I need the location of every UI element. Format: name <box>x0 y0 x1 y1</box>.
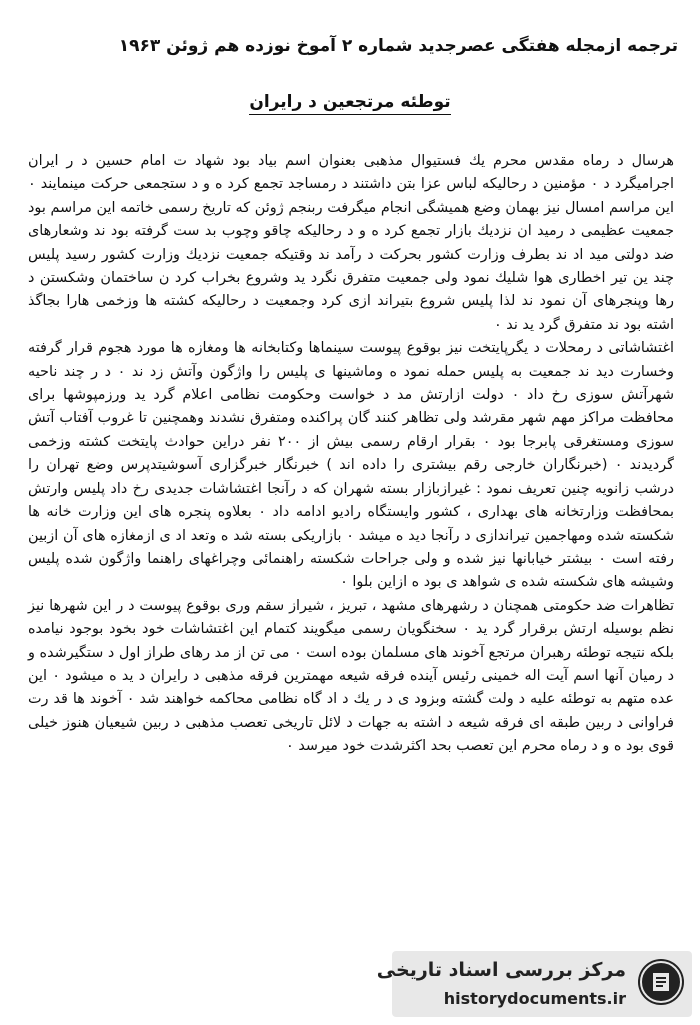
logo-url: historydocuments.ir <box>443 989 626 1008</box>
body-paragraph: اغتشاشاتی د رمحلات د یگرپایتخت نیز بوقوع پیوست سینماها وکتابخانه ها ومغازه ها مورد هجوم قرار گرفته وخسارت دید ند جمعیت به پلیس حمله نمود ه وماشینها ی پلیس را واژگون وآتش زد ند ۰ د ر چند ناحیه شهرآتش سوزی رخ داد ۰ دولت ازارتش مد د خواست وحکومت نظامی اعلام گرد ید ورزمپوشها برای محافظت مراکز مهم شهر مقرشد ولی تظاهر کنند گان پراکنده ومتفرق نشدند وهمچنین تا غروب آفتاب آتش سوزی ومستغرقی پابرجا بود ۰ بقرار ارقام رسمی بیش از ۲۰۰ نفر دراین حوادث پایتخت کشته وزخمی گردیدند ۰ (خبرنگاران خارجی رقم بیشتری را داده اند ) خبرنگار خبرگزاری آسوشیتدپرس وضع تهران را درشب زانویه چنین تعریف نمود : غیرازبازار بسته شهران که د رآنجا اغتشاشات جدیدی رخ داد پلیس وارتش بمحافظت وزارتخانه های بهداری ، کشور وایستگاه رادیو ادامه داد ۰ بعلاوه پنجره های این وزارت خانه ها شکسته شده ومهاجمین تیراندازی د رآنجا دید ه میشد ۰ بازاریکی بسته شد ه وتعد اد ی ازمغازه های آن ازبین رفته است ۰ بیشتر خیابانها نیز شده و ولی جراحات شکسته راهنمائی وچراغهای راهنما واژگون شده پلیس وشیشه های شکسته شده ی شواهد ی بود ه ازاین بلوا ۰ <box>28 340 675 591</box>
logo-title: مرکز بررسی اسناد تاریخی <box>376 959 626 981</box>
document-title-text: توطئه مرتجعین د رایران <box>249 92 450 115</box>
document-header: ترجمه ازمجله هفتگی عصرجدید شماره ۲ آموخ نوزده هم ژوئن ۱۹۶۳ <box>118 36 678 56</box>
watermark-logo <box>376 951 692 1017</box>
document-body <box>28 150 674 759</box>
archive-emblem-icon <box>638 959 684 1005</box>
body-paragraph: تظاهرات ضد حکومتی همچنان د رشهرهای مشهد ، تبریز ، شیراز سقم وری بوقوع پیوست د ر این شهرها نیز نظم بوسیله ارتش برقرار گرد ید ۰ سخنگویان رسمی میگویند کتمام این اغتشاشات خود بخود بوجود نیامده بلکه نتیجه توطئه رهبران مرتجع آخوند های مسلمان بوده است ۰ می تن از مد رهای طراز اول د ستگیرشده و د رمیان آنها اسم آیت اله خمینی رئیس آینده فرقه شیعه مهمترین فرقه مذهبی د رایران د ید ه میشود ۰ این عده متهم به توطئه علیه د ولت گشته وبزود ی د ر یك د اد گاه نظامی محاکمه خواهند شد ۰ آخوند ها قد رت فراوانی د ربین طبقه ای فرقه شیعه د اشته به جهات د لائل تاریخی تعصب مذهبی د ربین شیعیان هنوز خیلی قوی بود ه و د رماه محرم این تعصب بحد اکثرشدت خود میرسد ۰ <box>28 597 675 755</box>
body-paragraph: هرسال د رماه مقدس محرم یك فستیوال مذهبی بعنوان اسم بیاد بود شهاد ت امام حسین د ر ایران اجرامیگرد د ۰ مؤمنین د رحالیکه لباس عزا بتن داشتند د رمساجد تجمع کرد ه و د ستجمعی حرکت مینمایند ۰ این مراسم امسال نیز بهمان وضع همیشگی انجام میگرفت ربنجم ژوئن که تاریخ رسمی خاتمه این مراسم بود جمعیت عظیمی د رمید ان نزدیك بازار تجمع کرد ه و د رحالیکه چاقو وچوب بد ست گرفته بود ند وشعارهای ضد دولتی مید اد ند بطرف وزارت کشور بحرکت د رآمد ند وقتیکه جمعیت نزدیك وزارت کشور رسید پلیس چند ین تیر اخطاری هوا شلیك نمود ولی جمعیت متفرق نگرد ید وشروع بخراب کرد ن ساختمان وشکستن د رها وپنجرهای آن نمود ند لذا پلیس شروع بتیراند ازی کرد وجمعیت د رحالیکه کشته ها وزخمی هارا بجاگذ اشته بود ند متفرق گرد ید ند ۰ <box>28 153 674 333</box>
document-title <box>0 92 700 112</box>
